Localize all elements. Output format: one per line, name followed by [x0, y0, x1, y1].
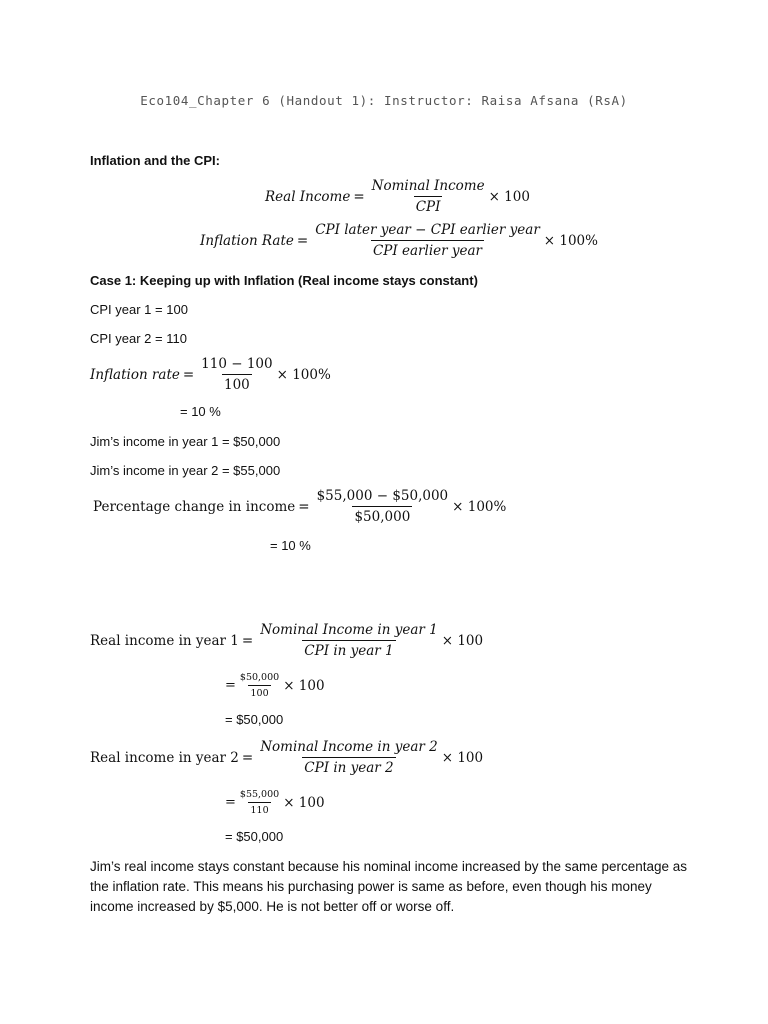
calc-multiplier: × 100 [283, 794, 325, 811]
fraction-numerator: 110 − 100 [201, 356, 273, 372]
percentage-change-calculation [93, 488, 506, 525]
calc-lhs: Real income in year 1 [90, 632, 239, 649]
real-income-year1-formula [90, 622, 483, 659]
formula-lhs: Inflation Rate [200, 232, 294, 249]
fraction [370, 178, 487, 215]
calc-multiplier: × 100 [441, 632, 484, 649]
equals-sign: = [353, 188, 365, 205]
calc-lhs: Percentage change in income [93, 498, 296, 515]
calc-multiplier: × 100% [452, 498, 507, 515]
conclusion-paragraph: Jim’s real income stays constant because his nominal income increased by the same percentage as the inflation rate. This means his purchasing power is same as before, even though his money income increased by $5,000. He is not better off or worse off. [90, 859, 688, 914]
real-income-year1-result: = $50,000 [225, 712, 284, 727]
fraction-numerator: $55,000 [239, 789, 280, 800]
cpi-year2: CPI year 2 = 110 [90, 331, 187, 346]
fraction-numerator: $55,000 − $50,000 [316, 488, 449, 504]
fraction [238, 789, 281, 816]
inflation-result: = 10 % [180, 404, 221, 419]
inflation-rate-calculation [90, 356, 331, 393]
formula-lhs: Real Income [265, 188, 351, 205]
equals-sign: = [296, 232, 309, 249]
fraction [258, 622, 440, 659]
calc-multiplier: × 100 [441, 749, 484, 766]
percentage-change-result: = 10 % [270, 538, 311, 553]
case1-title: Case 1: Keeping up with Inflation (Real income stays constant) [90, 273, 478, 288]
fraction-numerator: $50,000 [239, 672, 280, 683]
fraction [258, 739, 440, 776]
equals-sign: = [298, 498, 310, 515]
fraction [315, 488, 451, 525]
document-header: Eco104_Chapter 6 (Handout 1): Instructor: Raisa Afsana (RsA) [140, 93, 628, 108]
section-title: Inflation and the CPI: [90, 153, 220, 168]
fraction-numerator: Nominal Income [371, 178, 485, 194]
calc-multiplier: × 100 [283, 677, 325, 694]
fraction-denominator: 110 [248, 802, 270, 816]
fraction-denominator: CPI in year 1 [302, 640, 395, 659]
fraction-denominator: CPI earlier year [371, 240, 484, 259]
jim-income-year1: Jim’s income in year 1 = $50,000 [90, 434, 281, 449]
formula-multiplier: × 100 [488, 188, 530, 205]
calc-lhs: Inflation rate [90, 366, 180, 383]
formula-multiplier: × 100% [543, 232, 598, 249]
inflation-rate-formula [200, 222, 598, 259]
fraction [199, 356, 274, 393]
fraction-denominator: 100 [222, 374, 252, 393]
fraction-numerator: CPI later year − CPI earlier year [315, 222, 540, 238]
fraction [313, 222, 542, 259]
fraction-denominator: $50,000 [352, 506, 412, 525]
jim-income-year2: Jim’s income in year 2 = $55,000 [90, 463, 281, 478]
fraction-numerator: Nominal Income in year 2 [260, 739, 438, 755]
real-income-year2-step [225, 789, 325, 816]
equals-sign: = [241, 632, 254, 649]
fraction [238, 672, 281, 699]
calc-multiplier: × 100% [276, 366, 331, 383]
equals-sign: = [182, 366, 195, 383]
real-income-year2-result: = $50,000 [225, 829, 284, 844]
fraction-denominator: 100 [248, 685, 270, 699]
real-income-year1-step [225, 672, 325, 699]
fraction-numerator: Nominal Income in year 1 [260, 622, 438, 638]
equals-sign: = [241, 749, 254, 766]
equals-sign: = [225, 678, 236, 693]
fraction-denominator: CPI [414, 196, 443, 215]
equals-sign: = [225, 795, 236, 810]
real-income-year2-formula [90, 739, 483, 776]
real-income-formula [265, 178, 530, 215]
calc-lhs: Real income in year 2 [90, 749, 239, 766]
fraction-denominator: CPI in year 2 [302, 757, 395, 776]
cpi-year1: CPI year 1 = 100 [90, 302, 188, 317]
